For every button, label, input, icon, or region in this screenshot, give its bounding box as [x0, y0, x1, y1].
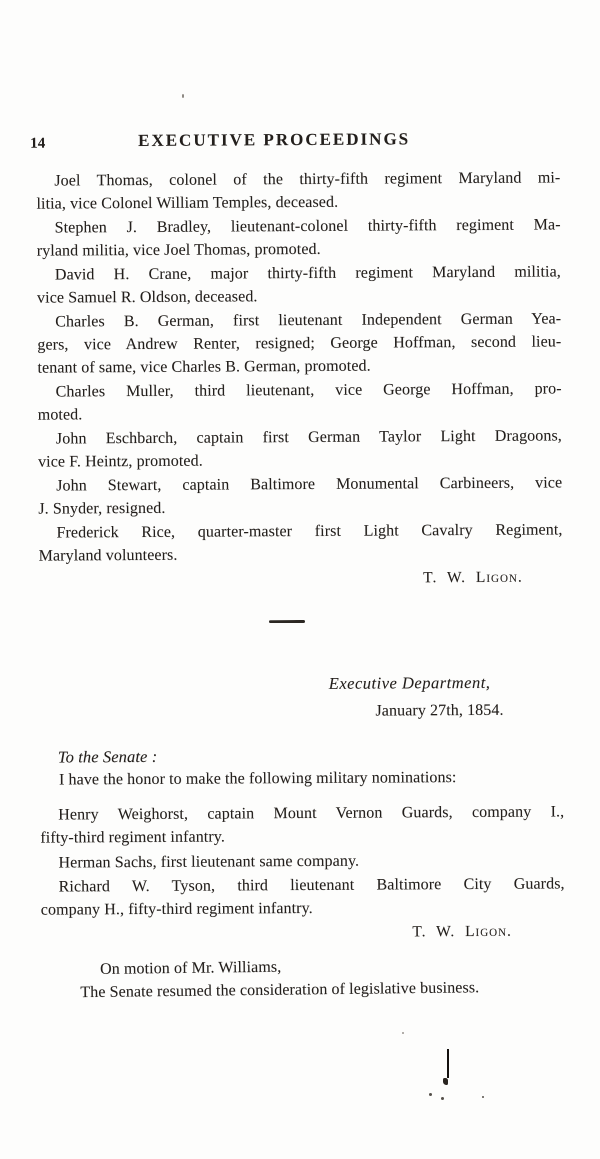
motion-line: The Senate resumed the consideration of legislative business.: [80, 979, 480, 1002]
ink-speck: [182, 94, 184, 98]
nomination-paragraph: [38, 424, 562, 473]
paragraph-line: company H., fifty-third regiment infantry.: [40, 899, 313, 919]
paragraph-line: vice F. Heintz, promoted.: [37, 452, 203, 471]
paragraph-line: moted.: [37, 406, 83, 424]
scan-artifact-blob: [443, 1078, 448, 1085]
paragraph-line: Maryland volunteers.: [38, 546, 178, 565]
nomination-paragraph: [41, 872, 565, 921]
nomination-paragraph: [38, 377, 562, 426]
motion-section: [41, 952, 566, 1004]
ink-speck: [402, 1032, 404, 1034]
nomination-paragraph: [38, 471, 562, 520]
paragraph-line: Charles Muller, third lieutenant, vice George Hoffman, pro-: [55, 380, 562, 401]
intro-line: I have the honor to make the following military nominations:: [58, 769, 457, 789]
nominations-section: [36, 166, 563, 591]
paragraph-line: fifty-third regiment infantry.: [40, 828, 225, 847]
paragraph-line: David H. Crane, major thirty-fifth regiment Maryland militia,: [54, 263, 561, 284]
paragraph-line: John Stewart, captain Baltimore Monumental Carbineers, vice: [56, 474, 563, 495]
paragraph-line: Stephen J. Bradley, lieutenant-colonel thirty-fifth regiment Ma-: [54, 216, 561, 237]
paragraph-line: Joel Thomas, colonel of the thirty-fifth regiment Maryland mi-: [54, 169, 561, 190]
nomination-paragraph: [37, 213, 561, 262]
paragraph-line: Herman Sachs, first lieutenant same company.: [58, 852, 360, 872]
paragraph-line: Charles B. German, first lieutenant Independent German Yea-: [55, 310, 562, 331]
dateline-department: Executive Department,: [328, 672, 491, 693]
paragraph-line: J. Snyder, resigned.: [38, 499, 166, 518]
paragraph-line: John Eschbarch, captain first German Taylor Light Dragoons,: [55, 427, 562, 448]
nomination-paragraph: [37, 307, 561, 379]
scan-artifact-line: [447, 1049, 449, 1078]
signature: T. W. Ligon.: [412, 922, 512, 941]
message-section: [39, 670, 565, 945]
page-content: [30, 126, 565, 1004]
nomination-paragraph: [40, 848, 564, 874]
nomination-paragraph: [38, 518, 562, 567]
ink-speck: [482, 1096, 484, 1098]
dateline-date: January 27th, 1854.: [375, 701, 504, 720]
salutation: To the Senate :: [57, 746, 158, 767]
paragraph-line: tenant of same, vice Charles B. German, promoted.: [37, 357, 371, 377]
paragraph-line: Henry Weighorst, captain Mount Vernon Guards, company I.,: [58, 803, 565, 824]
paragraph-line: vice Samuel R. Oldson, deceased.: [36, 288, 258, 307]
motion-line: On motion of Mr. Williams,: [99, 958, 282, 978]
page-number: 14: [30, 135, 46, 152]
signature: T. W. Ligon.: [423, 568, 523, 587]
paragraph-line: gers, vice Andrew Renter, resigned; George Hoffman, second lieu-: [37, 333, 562, 354]
paragraph-line: litia, vice Colonel William Temples, deceased.: [36, 193, 339, 213]
ink-speck: [429, 1093, 432, 1096]
paragraph-line: Frederick Rice, quarter-master first Light Cavalry Regiment,: [56, 521, 563, 542]
ink-speck: [441, 1097, 444, 1100]
page-title: EXECUTIVE PROCEEDINGS: [138, 129, 411, 150]
page-header: [30, 126, 560, 169]
nomination-paragraph: [40, 800, 564, 849]
nomination-paragraph: [37, 260, 561, 309]
nomination-paragraph: [36, 166, 560, 215]
paragraph-line: ryland militia, vice Joel Thomas, promoted.: [36, 240, 321, 260]
paragraph-line: Richard W. Tyson, third lieutenant Baltimore City Guards,: [58, 875, 565, 896]
section-divider: [269, 620, 305, 623]
